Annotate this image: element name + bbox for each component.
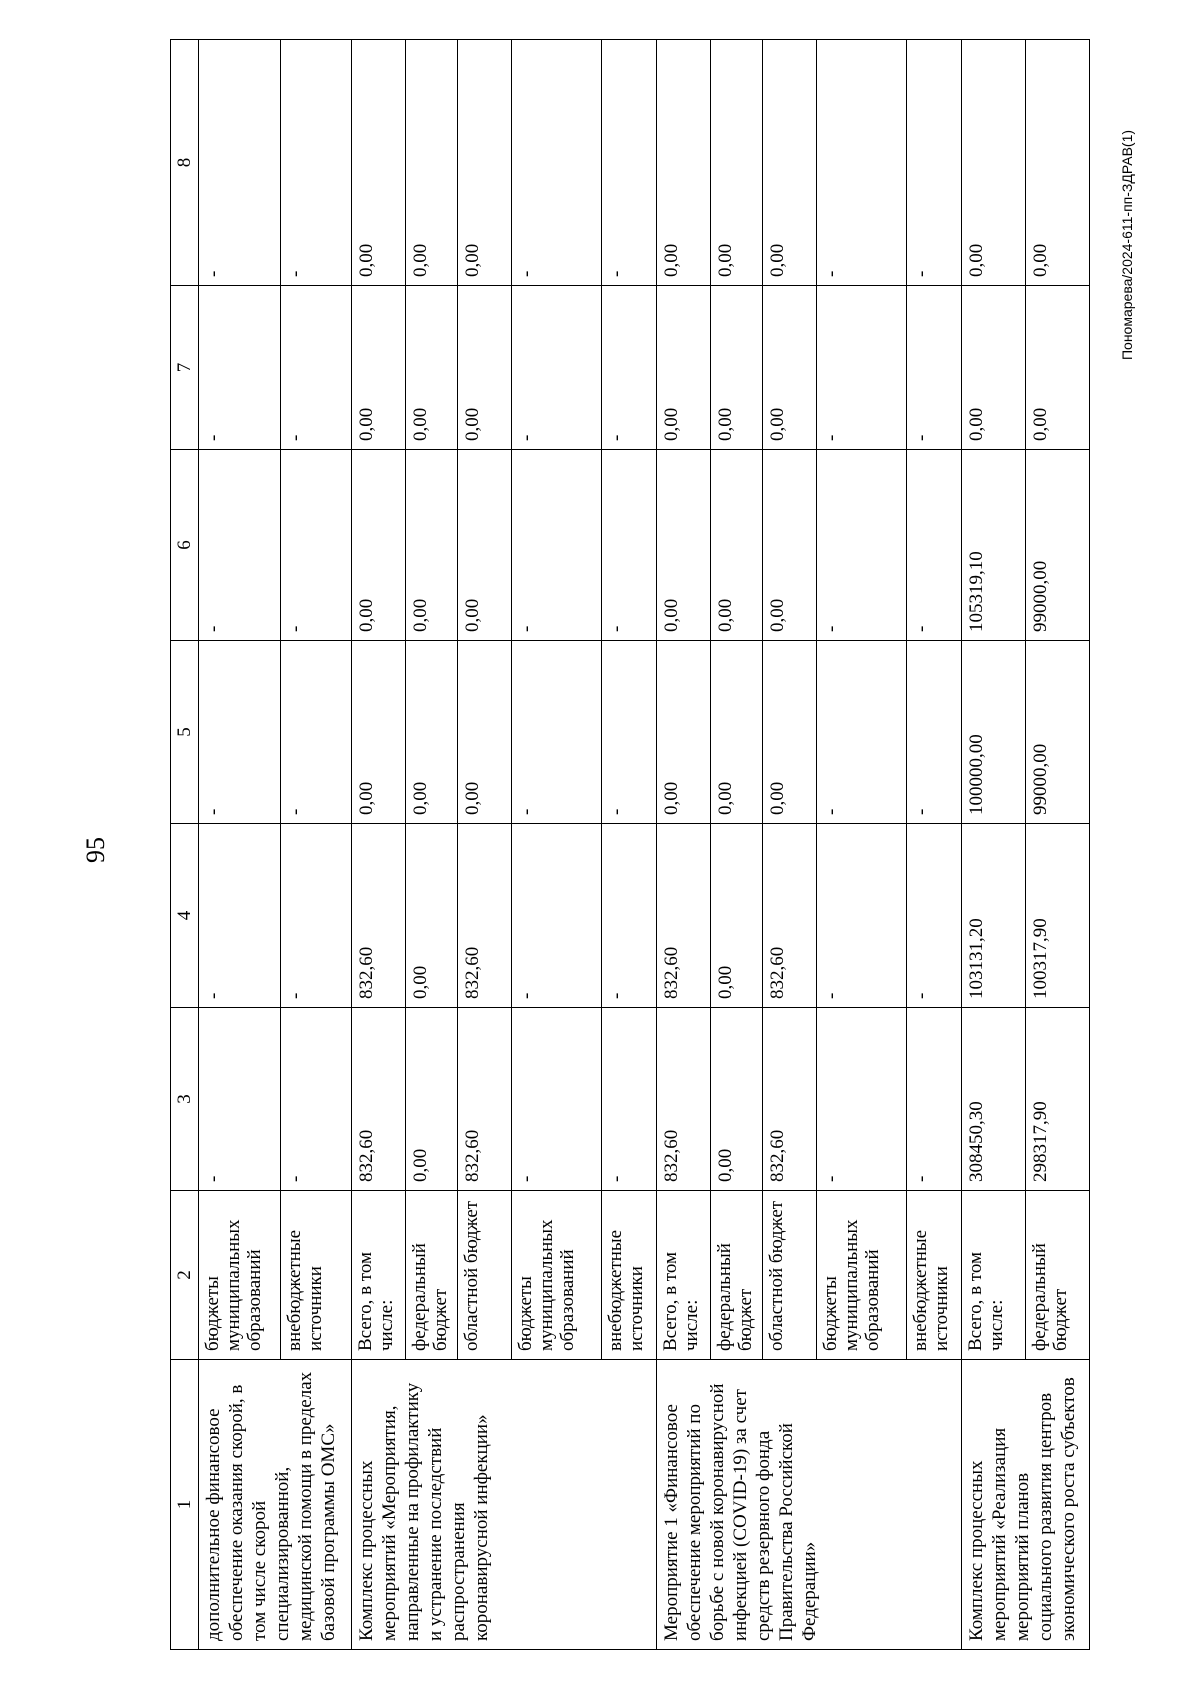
amount-cell: 832,60 xyxy=(457,1008,512,1191)
amount-cell: - xyxy=(199,286,281,450)
table-row xyxy=(656,40,711,1650)
header-cell: 6 xyxy=(171,450,199,641)
program-description-cell: Комплекс процессных мероприятий «Мероприятия, направленные на профилактику и устранение последствий распространения коронавирусной инфекции» xyxy=(351,1360,656,1650)
funding-source-cell: внебюджетные источники xyxy=(281,1191,351,1360)
amount-cell: 0,00 xyxy=(457,641,512,824)
amount-cell: - xyxy=(601,641,656,824)
funding-source-cell: федеральный бюджет xyxy=(406,1191,458,1360)
page-number xyxy=(76,820,116,880)
amount-cell: 0,00 xyxy=(1025,40,1089,286)
amount-cell: 308450,30 xyxy=(961,1008,1025,1191)
amount-cell: 832,60 xyxy=(656,1008,711,1191)
program-description-cell: дополнительное финансовое обеспечение оказания скорой, в том числе скорой специализированной, медицинской помощи в пределах базовой программы ОМС» xyxy=(199,1360,352,1650)
amount-cell: - xyxy=(817,40,906,286)
funding-source-cell: Всего, в том числе: xyxy=(961,1191,1025,1360)
amount-cell: - xyxy=(906,286,961,450)
amount-cell: 0,00 xyxy=(762,40,817,286)
amount-cell: 100317,90 xyxy=(1025,824,1089,1008)
amount-cell: 0,00 xyxy=(711,641,763,824)
program-description-cell: Комплекс процессных мероприятий «Реализация мероприятий планов социального развития центров экономического роста субъектов xyxy=(961,1360,1089,1650)
amount-cell: - xyxy=(906,450,961,641)
amount-cell: - xyxy=(817,286,906,450)
amount-cell: 0,00 xyxy=(961,286,1025,450)
program-description-cell: Мероприятие 1 «Финансовое обеспечение мероприятий по борьбе с новой коронавирусной инфекцией (COVID-19) за счет средств резервного фонда Правительства Российской Федерации» xyxy=(656,1360,961,1650)
amount-cell: 0,00 xyxy=(406,824,458,1008)
amount-cell: 103131,20 xyxy=(961,824,1025,1008)
header-cell: 1 xyxy=(171,1360,199,1650)
funding-source-cell: Всего, в том числе: xyxy=(656,1191,711,1360)
amount-cell: - xyxy=(817,450,906,641)
amount-cell: 0,00 xyxy=(711,1008,763,1191)
funding-source-cell: бюджеты муниципальных образований xyxy=(817,1191,906,1360)
amount-cell: - xyxy=(512,641,601,824)
amount-cell: 0,00 xyxy=(351,40,406,286)
amount-cell: 0,00 xyxy=(351,286,406,450)
amount-cell: - xyxy=(199,824,281,1008)
amount-cell: 0,00 xyxy=(762,450,817,641)
amount-cell: 0,00 xyxy=(406,286,458,450)
amount-cell: 0,00 xyxy=(961,40,1025,286)
amount-cell: - xyxy=(512,824,601,1008)
amount-cell: 0,00 xyxy=(457,40,512,286)
funding-source-cell: федеральный бюджет xyxy=(711,1191,763,1360)
amount-cell: - xyxy=(906,1008,961,1191)
amount-cell: 832,60 xyxy=(457,824,512,1008)
amount-cell: 0,00 xyxy=(457,286,512,450)
document-footer xyxy=(1112,100,1142,1700)
amount-cell: 0,00 xyxy=(656,641,711,824)
amount-cell: - xyxy=(601,450,656,641)
amount-cell: 832,60 xyxy=(762,1008,817,1191)
footer-text: Пономарева/2024-611-пп-ЗДРАВ(1) xyxy=(1119,129,1135,361)
amount-cell: - xyxy=(601,40,656,286)
amount-cell: 298317,90 xyxy=(1025,1008,1089,1191)
amount-cell: 0,00 xyxy=(711,286,763,450)
funding-source-cell: федеральный бюджет xyxy=(1025,1191,1089,1360)
amount-cell: 0,00 xyxy=(656,40,711,286)
header-cell: 5 xyxy=(171,641,199,824)
amount-cell: 0,00 xyxy=(711,450,763,641)
amount-cell: - xyxy=(199,450,281,641)
amount-cell: 0,00 xyxy=(406,40,458,286)
amount-cell: - xyxy=(281,1008,351,1191)
table-row xyxy=(351,40,406,1650)
amount-cell: 832,60 xyxy=(351,1008,406,1191)
amount-cell: - xyxy=(199,641,281,824)
amount-cell: - xyxy=(281,824,351,1008)
amount-cell: - xyxy=(601,286,656,450)
amount-cell: - xyxy=(512,40,601,286)
funding-source-cell: бюджеты муниципальных образований xyxy=(512,1191,601,1360)
amount-cell: - xyxy=(512,450,601,641)
amount-cell: 0,00 xyxy=(351,450,406,641)
funding-source-cell: внебюджетные источники xyxy=(601,1191,656,1360)
amount-cell: 105319,10 xyxy=(961,450,1025,641)
amount-cell: - xyxy=(199,40,281,286)
amount-cell: - xyxy=(817,1008,906,1191)
amount-cell: 0,00 xyxy=(711,824,763,1008)
amount-cell: 100000,00 xyxy=(961,641,1025,824)
amount-cell: 0,00 xyxy=(406,1008,458,1191)
amount-cell: - xyxy=(512,1008,601,1191)
header-row xyxy=(171,40,199,1650)
header-cell: 2 xyxy=(171,1191,199,1360)
header-cell: 8 xyxy=(171,40,199,286)
funding-source-cell: областной бюджет xyxy=(762,1191,817,1360)
amount-cell: 99000,00 xyxy=(1025,450,1089,641)
amount-cell: - xyxy=(512,286,601,450)
header-cell: 3 xyxy=(171,1008,199,1191)
amount-cell: - xyxy=(281,641,351,824)
amount-cell: - xyxy=(281,40,351,286)
table-row xyxy=(199,40,281,1650)
amount-cell: - xyxy=(601,824,656,1008)
header-cell: 4 xyxy=(171,824,199,1008)
funding-source-cell: Всего, в том числе: xyxy=(351,1191,406,1360)
amount-cell: 0,00 xyxy=(457,450,512,641)
amount-cell: 832,60 xyxy=(656,824,711,1008)
amount-cell: 0,00 xyxy=(406,641,458,824)
amount-cell: - xyxy=(906,824,961,1008)
amount-cell: 0,00 xyxy=(1025,286,1089,450)
header-cell: 7 xyxy=(171,286,199,450)
amount-cell: 0,00 xyxy=(711,40,763,286)
funding-source-cell: бюджеты муниципальных образований xyxy=(199,1191,281,1360)
amount-cell: 832,60 xyxy=(351,824,406,1008)
amount-cell: - xyxy=(817,824,906,1008)
amount-cell: - xyxy=(281,286,351,450)
budget-table-body xyxy=(199,40,1090,1650)
table-row xyxy=(961,40,1025,1650)
amount-cell: - xyxy=(906,641,961,824)
amount-cell: 832,60 xyxy=(762,824,817,1008)
amount-cell: - xyxy=(281,450,351,641)
amount-cell: 0,00 xyxy=(762,286,817,450)
amount-cell: 0,00 xyxy=(762,641,817,824)
funding-source-cell: внебюджетные источники xyxy=(906,1191,961,1360)
funding-source-cell: областной бюджет xyxy=(457,1191,512,1360)
budget-table-container xyxy=(170,40,1090,1650)
amount-cell: 99000,00 xyxy=(1025,641,1089,824)
amount-cell: - xyxy=(817,641,906,824)
amount-cell: - xyxy=(199,1008,281,1191)
amount-cell: - xyxy=(601,1008,656,1191)
amount-cell: 0,00 xyxy=(656,450,711,641)
amount-cell: 0,00 xyxy=(656,286,711,450)
amount-cell: - xyxy=(906,40,961,286)
budget-table xyxy=(170,39,1090,1650)
amount-cell: 0,00 xyxy=(351,641,406,824)
amount-cell: 0,00 xyxy=(406,450,458,641)
page-number-text: 95 xyxy=(81,837,110,863)
